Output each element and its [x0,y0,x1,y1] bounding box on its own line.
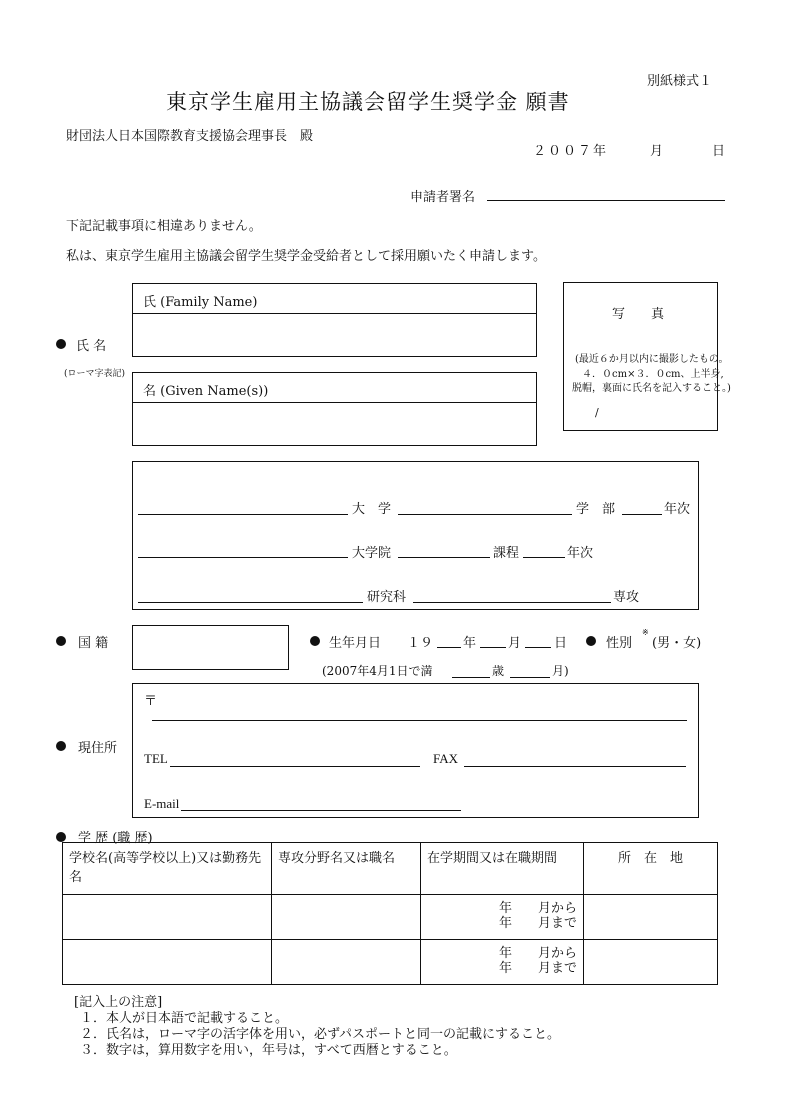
birth-era: １９ [407,636,434,651]
period-from: 年 月から [498,901,577,916]
divider [132,402,537,403]
form-code: 別紙様式１ [647,74,713,89]
grad-year-label: 年次 [567,546,594,561]
birth-month-unit: 月 [508,636,522,651]
photo-note-3: 脱帽，裏面に氏名を記入すること。) [572,383,731,394]
family-name-field[interactable] [134,316,534,354]
course-label: 課程 [493,546,520,561]
birth-label: 生年月日 [329,636,382,651]
signature-line[interactable] [487,200,725,201]
year-line[interactable] [622,514,662,515]
major-cell[interactable] [272,940,421,985]
fax-line[interactable] [464,766,686,767]
birth-year-unit: 年 [463,636,477,651]
date-month: 月 [650,144,664,159]
divider [132,313,537,314]
age-month: 月) [552,664,569,678]
signature-label: 申請者署名 [410,190,476,205]
note-item: １．本人が日本語で記載すること。 [80,1011,289,1026]
postal-mark: 〒 [144,694,158,709]
course-line[interactable] [398,557,490,558]
tel-label: TEL [144,751,168,766]
given-name-label: 名 (Given Name(s)) [143,384,269,399]
header-major: 専攻分野名又は職名 [272,843,421,895]
declaration-2: 私は、東京学生雇用主協議会留学生奨学金受給者として採用願いたく申請します。 [66,249,546,264]
period-to: 年 月まで [498,961,577,976]
faculty-line[interactable] [398,514,572,515]
major-label: 専攻 [613,590,640,605]
major-line[interactable] [413,602,611,603]
photo-title: 写 真 [612,307,665,322]
email-label: E-mail [144,796,180,811]
school-cell[interactable] [63,940,272,985]
period-cell[interactable] [421,895,584,940]
date-year: ２００７年 [533,144,609,159]
page-title: 東京学生雇用主協議会留学生奨学金 願書 [166,90,570,114]
table-row [63,940,718,985]
bullet-icon [56,636,66,646]
graduate-line[interactable] [138,557,348,558]
location-cell[interactable] [584,940,718,985]
period-cell[interactable] [421,940,584,985]
address-label: 現住所 [78,741,118,756]
sex-options[interactable]: (男・女) [652,636,702,651]
tel-line[interactable] [170,766,420,767]
period-to: 年 月まで [498,916,577,931]
header-school: 学校名(高等学校以上)又は勤務先名 [63,843,272,895]
family-name-label: 氏 (Family Name) [143,295,258,310]
given-name-field[interactable] [134,405,534,443]
declaration-1: 下記記載事項に相違ありません。 [66,219,262,234]
faculty-label: 学 部 [576,502,616,517]
table-row [63,895,718,940]
sex-label: 性別 [606,636,633,651]
university-label: 大 学 [352,502,392,517]
birth-day-unit: 日 [554,636,568,651]
note-item: ３．数字は，算用数字を用い，年号は，すべて西暦とすること。 [80,1043,457,1058]
graduate-label: 大学院 [352,546,392,561]
nationality-label: 国 籍 [78,636,109,651]
period-from: 年 月から [498,946,577,961]
name-sublabel: (ローマ字表記) [64,369,126,379]
address-line[interactable] [152,720,687,721]
note-item: ２．氏名は，ローマ字の活字体を用い，必ずパスポートと同一の記載にすること。 [80,1027,560,1042]
bullet-icon [310,636,320,646]
photo-note-2: ４．０cm×３．０cm、上半身, [582,369,724,380]
photo-mark: / [595,406,599,419]
header-location: 所 在 地 [584,843,718,895]
history-label: 学 歴 (職 歴) [78,831,153,846]
name-label: 氏 名 [76,339,107,354]
header-period: 在学期間又は在職期間 [421,843,584,895]
research-label: 研究科 [367,590,407,605]
university-line[interactable] [138,514,348,515]
email-line[interactable] [181,810,461,811]
birth-year-line[interactable] [437,647,461,648]
bullet-icon [56,339,66,349]
bullet-icon [56,741,66,751]
history-table [62,842,718,985]
sex-mark: ※ [642,628,649,637]
fax-label: FAX [433,751,459,766]
major-cell[interactable] [272,895,421,940]
birth-day-line[interactable] [525,647,551,648]
notes-heading: [記入上の注意] [74,995,163,1010]
school-cell[interactable] [63,895,272,940]
location-cell[interactable] [584,895,718,940]
age-month-line[interactable] [510,677,550,678]
birth-month-line[interactable] [480,647,506,648]
bullet-icon [586,636,596,646]
bullet-icon [56,832,66,842]
age-unit: 歳 [492,664,505,678]
age-line[interactable] [452,677,490,678]
research-line[interactable] [138,602,363,603]
year-label: 年次 [664,502,691,517]
photo-note-1: (最近６か月以内に撮影したもの。 [575,354,729,365]
nationality-field[interactable] [132,625,289,670]
table-header-row [63,843,718,895]
grad-year-line[interactable] [523,557,565,558]
addressee: 財団法人日本国際教育支援協会理事長 殿 [66,129,314,144]
date-day: 日 [712,144,726,159]
age-prefix: (2007年4月1日で満 [322,664,433,678]
address-box [132,683,699,818]
